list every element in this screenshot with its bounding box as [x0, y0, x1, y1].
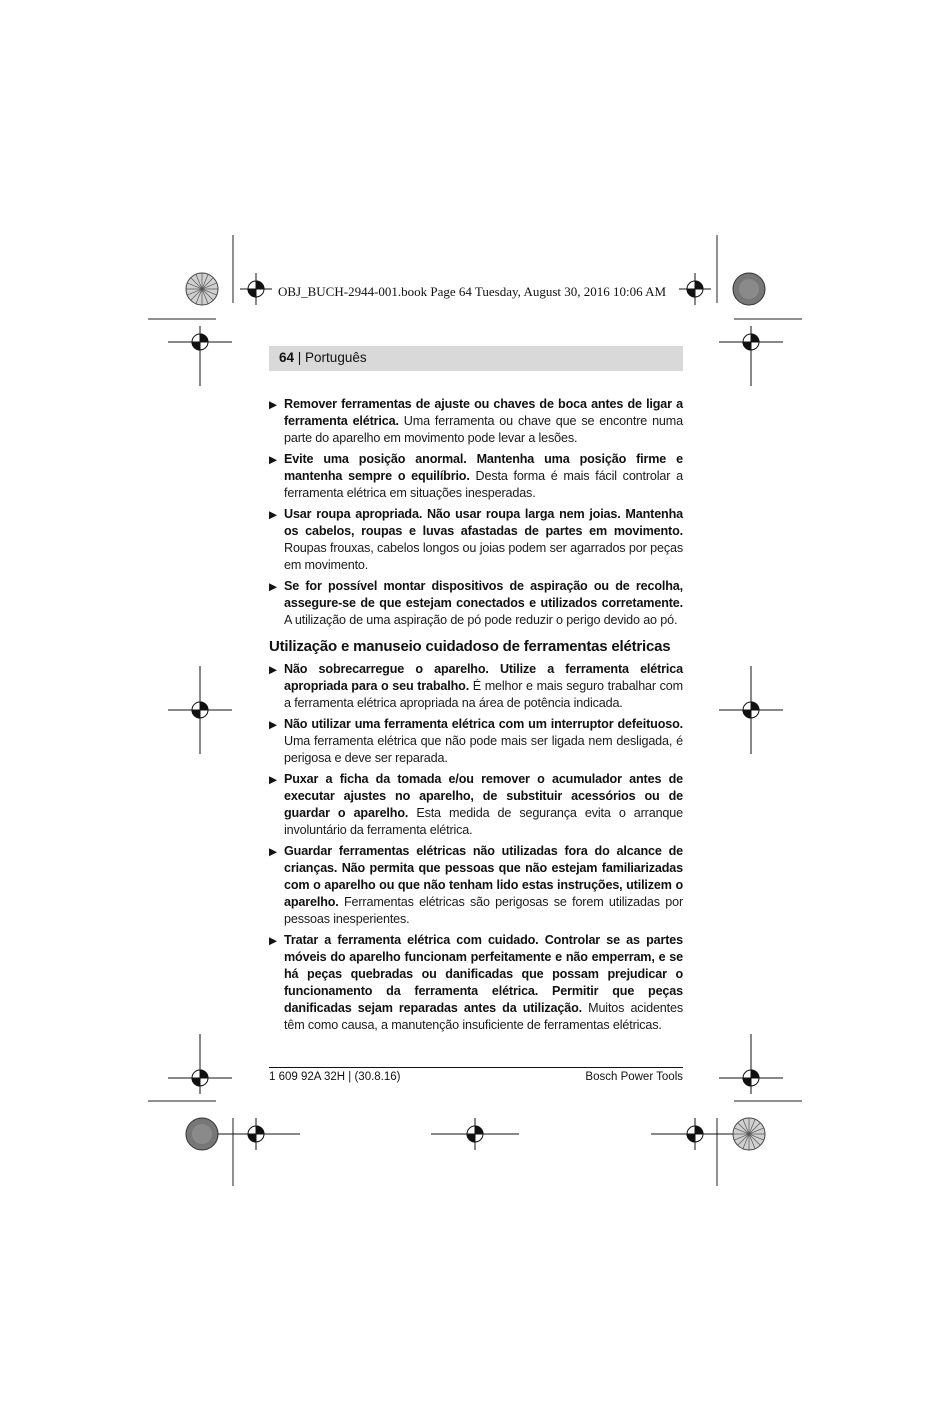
gray-target	[186, 1118, 218, 1150]
gray-target	[733, 273, 765, 305]
page-header	[279, 350, 367, 365]
bullet-triangle-icon: ▶	[269, 581, 277, 593]
footer-doc-number: 1 609 92A 32H | (30.8.16)	[269, 1071, 401, 1083]
item-lead: Tratar a ferramenta elétrica com cuidado. Controlar se as partes móveis do aparelho funcionam perfeitamente e não emperram, e se há peças quebradas ou danificadas que possam prejudicar o funcionamento da ferramenta elétrica. Permitir que peças danificadas sejam reparadas antes da utilização.	[284, 933, 683, 1015]
item-text: Muitos acidentes têm como causa, a manutenção insuficiente de ferramentas elétricas.	[284, 1001, 684, 1032]
item-text: Ferramentas elétricas são perigosas se forem utilizadas por pessoas inesperientes.	[284, 895, 683, 926]
registration-mark	[719, 666, 783, 754]
header-separator: |	[294, 350, 306, 365]
footer-brand: Bosch Power Tools	[585, 1071, 683, 1083]
bullet-triangle-icon: ▶	[269, 719, 277, 731]
bullet-item	[269, 578, 683, 629]
item-lead: Se for possível montar dispositivos de aspiração ou de recolha, assegure-se de que estejam conectados e utilizados corretamente.	[284, 579, 683, 610]
bullet-item	[269, 771, 683, 839]
item-text: Desta forma é mais fácil controlar a ferramenta elétrica em situações inesperadas.	[284, 469, 683, 500]
bullet-item	[269, 396, 683, 447]
item-lead: Guardar ferramentas elétricas não utilizadas fora do alcance de crianças. Não permita que pessoas que não estejam familiarizadas com o aparelho ou que não tenham lido estas instruções, utilizem o aparelho.	[284, 844, 683, 909]
bullet-triangle-icon: ▶	[269, 454, 277, 466]
star-target	[186, 273, 218, 305]
item-lead: Remover ferramentas de ajuste ou chaves de boca antes de ligar a ferramenta elétrica.	[284, 397, 683, 428]
item-text: Esta medida de segurança evita o arranque involuntário da ferramenta elétrica.	[284, 806, 683, 837]
bullet-item	[269, 661, 683, 712]
bullet-triangle-icon: ▶	[269, 399, 277, 411]
header-section: Português	[305, 350, 367, 365]
bullet-triangle-icon: ▶	[269, 846, 277, 858]
star-target	[733, 1118, 765, 1150]
item-text: É melhor e mais seguro trabalhar com a ferramenta elétrica apropriada na área de potência indicada.	[284, 679, 683, 710]
item-lead: Usar roupa apropriada. Não usar roupa larga nem joias. Mantenha os cabelos, roupas e luvas afastadas de partes em movimento.	[284, 507, 683, 538]
item-lead: Evite uma posição anormal. Mantenha uma posição firme e mantenha sempre o equilíbrio.	[284, 452, 683, 483]
bullet-item	[269, 451, 683, 502]
registration-mark	[431, 1118, 519, 1150]
bullet-item	[269, 932, 683, 1034]
bullet-triangle-icon: ▶	[269, 664, 277, 676]
bullet-item	[269, 506, 683, 574]
item-lead: Não utilizar uma ferramenta elétrica com um interruptor defeituoso.	[284, 717, 683, 731]
page-number: 64	[279, 350, 295, 365]
registration-mark	[168, 326, 232, 386]
bullet-item	[269, 716, 683, 767]
registration-mark	[212, 1118, 300, 1150]
footer-rule	[269, 1067, 683, 1068]
print-slug: OBJ_BUCH-2944-001.book Page 64 Tuesday, August 30, 2016 10:06 AM	[278, 284, 667, 299]
page-body	[269, 396, 683, 1038]
item-text: A utilização de uma aspiração de pó pode reduzir o perigo devido ao pó.	[284, 613, 678, 627]
registration-mark	[240, 273, 272, 305]
registration-mark	[168, 666, 232, 754]
registration-mark	[679, 273, 711, 305]
bullet-triangle-icon: ▶	[269, 509, 277, 521]
bullet-triangle-icon: ▶	[269, 935, 277, 947]
item-text: Uma ferramenta elétrica que não pode mais ser ligada nem desligada, é perigosa e deve ser reparada.	[284, 734, 683, 765]
registration-mark	[168, 1034, 232, 1094]
section-heading: Utilização e manuseio cuidadoso de ferramentas elétricas	[269, 638, 671, 655]
item-lead: Puxar a ficha da tomada e/ou remover o acumulador antes de executar ajustes no aparelho, de substituir acessórios ou de guardar o aparelho.	[284, 772, 683, 820]
item-text: Uma ferramenta ou chave que se encontre numa parte do aparelho em movimento pode levar a lesões.	[284, 414, 683, 445]
bullet-item	[269, 843, 683, 928]
registration-mark	[719, 1034, 783, 1094]
bullet-triangle-icon: ▶	[269, 774, 277, 786]
registration-mark	[651, 1118, 739, 1150]
item-text: Roupas frouxas, cabelos longos ou joias podem ser agarrados por peças em movimento.	[284, 541, 683, 572]
item-lead: Não sobrecarregue o aparelho. Utilize a ferramenta elétrica apropriada para o seu trabalho.	[284, 662, 683, 693]
registration-mark	[719, 326, 783, 386]
